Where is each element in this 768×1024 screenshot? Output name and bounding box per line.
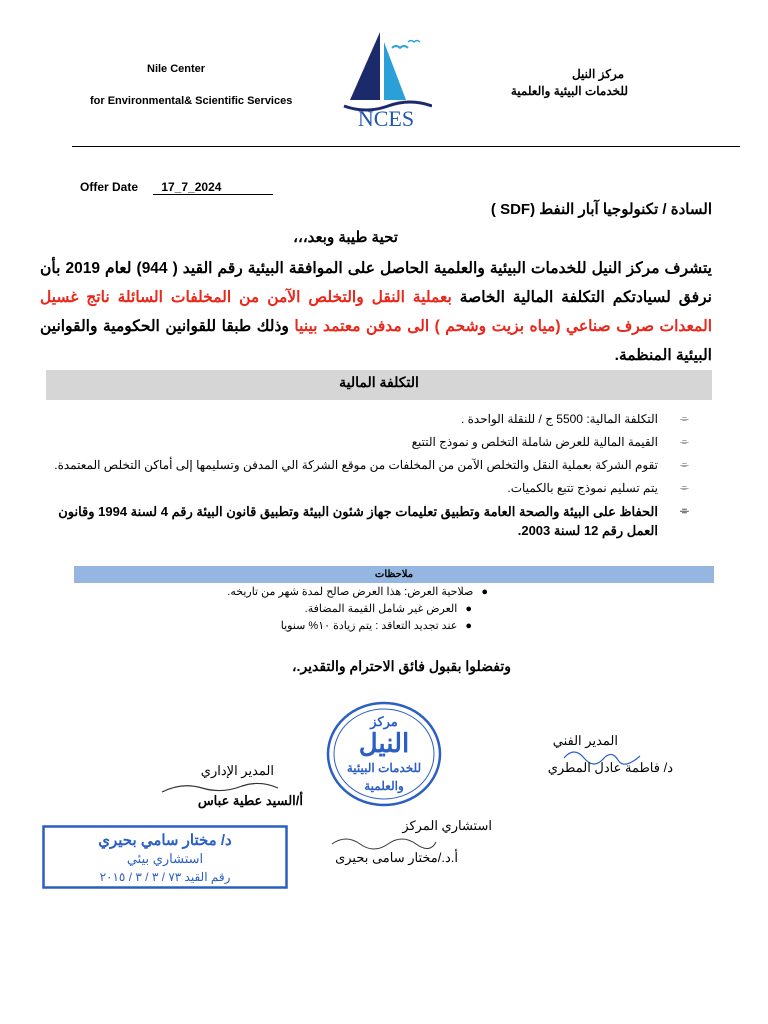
- cost-items-list: [40, 410, 689, 544]
- center-arabic-name: [511, 66, 628, 100]
- list-item: [40, 502, 689, 540]
- list-item: [40, 410, 689, 429]
- cost-item-text: يتم تسليم نموذج تتبع بالكميات.: [507, 481, 658, 495]
- list-item: [227, 584, 488, 601]
- center-english-name: [90, 53, 320, 117]
- notes-list: [227, 584, 488, 635]
- list-item: [40, 479, 689, 498]
- admin-manager-title: المدير الإداري: [200, 763, 274, 778]
- center-round-stamp: [325, 700, 443, 808]
- consultant-title: استشاري المركز: [402, 818, 492, 833]
- logo-text: NCES: [357, 106, 415, 130]
- letter-body-highlight: بعملية النقل والتخلص الآمن من المخلفات السائلة ناتج غسيل المعدات صرف صناعي (مياه بزيت وشحم ) الى مدفن معتمد بينيا: [40, 289, 713, 335]
- letter-body-part3: وذلك طبقا للقوانين الحكومية والقوانين البيئية المنظمة.: [40, 318, 712, 364]
- letter-body: [40, 254, 712, 370]
- addressee: السادة / تكنولوجيا آبار النفط (SDF ): [490, 201, 712, 218]
- greeting: تحية طيبة وبعد،،،: [293, 229, 398, 246]
- cost-item-text: القيمة المالية للعرض شاملة التخلص و نموذج التتبع: [411, 435, 658, 449]
- consultant-box-stamp: [42, 825, 288, 889]
- note-text: العرض غير شامل القيمة المضافة.: [304, 603, 458, 615]
- english-name-line1: Nile Center: [147, 63, 206, 75]
- arabic-name-line1: مركز النيل: [571, 67, 624, 81]
- list-item: [227, 618, 488, 635]
- box-stamp-line1: د/ مختار سامي بحيري: [98, 832, 232, 849]
- bullet-icon: ⌯: [680, 482, 689, 494]
- cost-item-text: تقوم الشركة بعملية النقل والتخلص الآمن من المخلفات من موقع الشركة الي المدفن وتسليمها إلى أماكن التخلص المعتمدة.: [54, 458, 658, 472]
- bullet-dot-icon: ●: [465, 620, 472, 632]
- note-text: صلاحية العرض: هذا العرض صالح لمدة شهر من تاريخه.: [227, 586, 474, 598]
- bullet-icon: ⌯: [680, 436, 689, 448]
- note-text: عند تجديد التعاقد : يتم زيادة ١٠% سنويا: [280, 620, 458, 632]
- header-divider: [72, 146, 740, 147]
- cost-section-title: التكلفة المالية: [46, 370, 712, 400]
- offer-date-label: Offer Date: [80, 180, 139, 194]
- closing-line: وتفضلوا بقبول فائق الاحترام والتقدير.،: [292, 658, 511, 674]
- notes-section-title: ملاحظات: [74, 566, 714, 583]
- admin-manager-name: أ/السيد عطية عباس: [197, 793, 303, 808]
- cost-item-text: التكلفة المالية: 5500 ج / للنقلة الواحدة .: [460, 412, 658, 426]
- arabic-name-line2: للخدمات البيئية والعلمية: [510, 84, 628, 98]
- consultant-signature: [330, 832, 440, 852]
- cost-item-text: الحفاظ على البيئة والصحة العامة وتطبيق تعليمات جهاز شئون البيئة وتطبيق قانون البيئة رقم 4 لسنة 1994 وقانون العمل رقم 12 لسنة 2003.: [58, 504, 658, 538]
- bullet-icon: ⌯: [680, 413, 689, 425]
- letter-body-part1: يتشرف مركز النيل للخدمات البيئية والعلمية الحاصل على الموافقة البيئية رقم القيد ( 944) لعام 2019 بأن نرفق لسيادتكم التكلفة المالية الخاصة: [40, 260, 712, 306]
- consultant-name: أ.د./مختار سامى بحيرى: [335, 850, 458, 865]
- bullet-icon: ⌯: [680, 505, 689, 517]
- list-item: [40, 433, 689, 452]
- box-stamp-line2: استشاري بيئي: [126, 851, 204, 866]
- tech-manager-name: د/ فاطمة عادل المطري: [547, 760, 673, 775]
- stamp-line2: النيل: [358, 728, 410, 758]
- tech-manager-title: المدير الفني: [552, 733, 618, 748]
- bullet-dot-icon: ●: [481, 586, 488, 598]
- english-name-line2: for Environmental& Scientific Services: [90, 95, 293, 107]
- bullet-dot-icon: ●: [465, 603, 472, 615]
- offer-date-value: 17_7_2024: [153, 180, 273, 195]
- offer-date: [80, 180, 273, 195]
- box-stamp-line3: رقم القيد ٧٣ / ٣ / ٣ / ٢٠١٥: [99, 870, 231, 884]
- stamp-line3: للخدمات البيئية: [346, 761, 422, 775]
- list-item: [227, 601, 488, 618]
- list-item: [40, 456, 689, 475]
- nces-logo: [340, 30, 432, 130]
- stamp-line1: مركز: [370, 714, 398, 729]
- stamp-line4: والعلمية: [364, 779, 404, 793]
- bullet-icon: ⌯: [680, 459, 689, 471]
